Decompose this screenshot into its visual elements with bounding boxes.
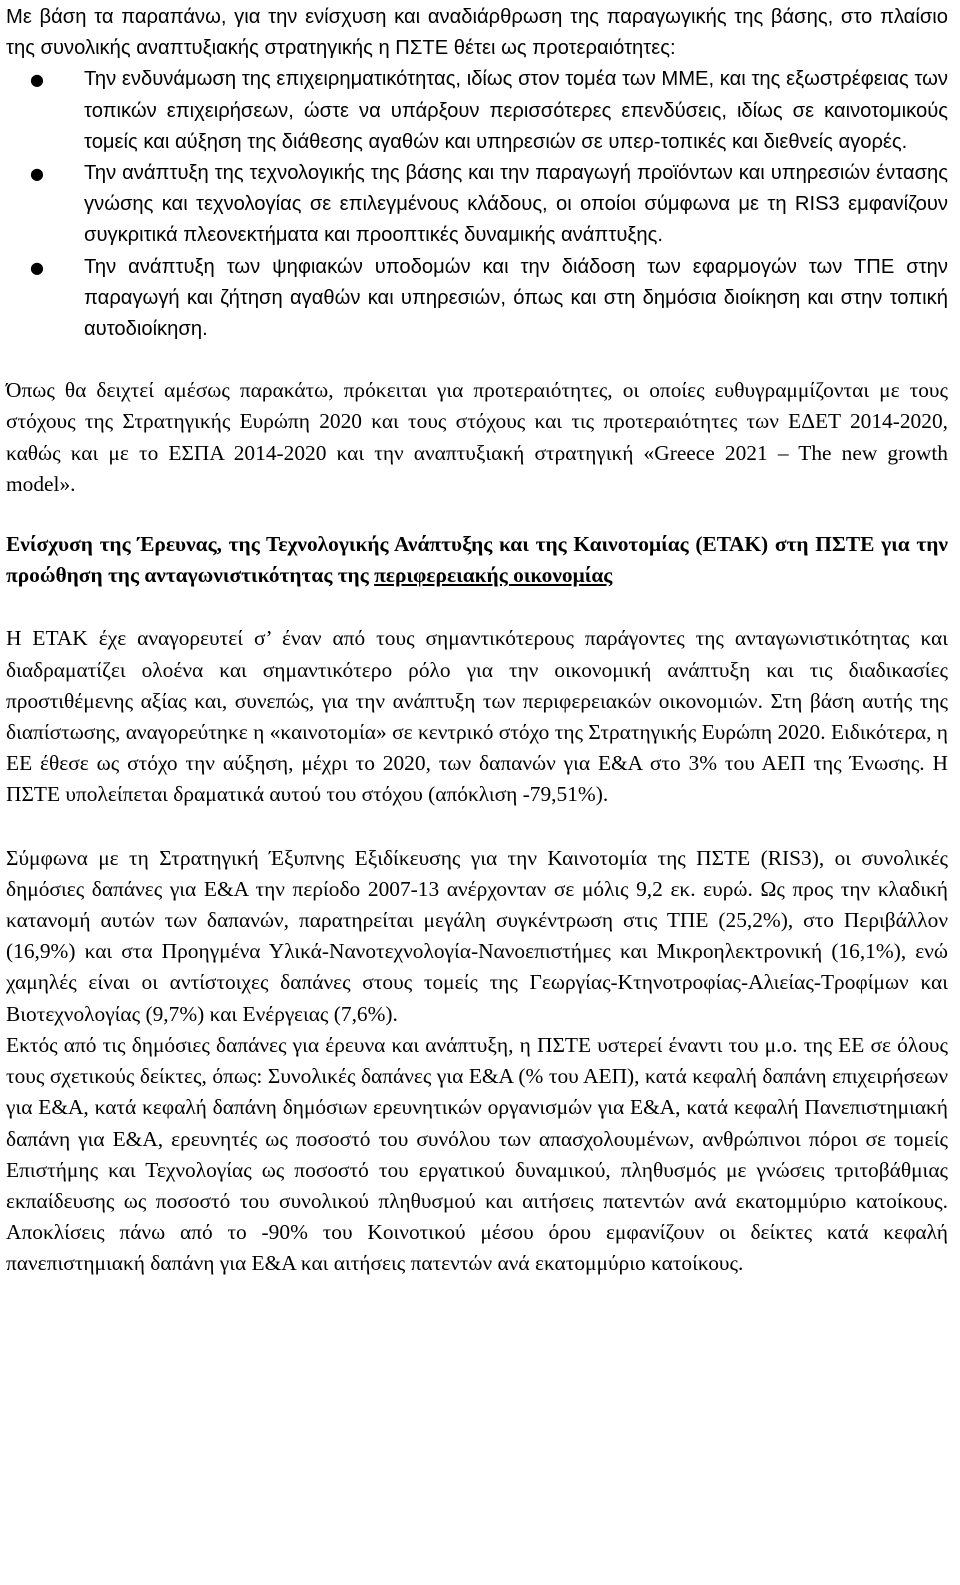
list-item	[6, 64, 948, 158]
priorities-list	[6, 64, 948, 345]
list-item	[6, 252, 948, 346]
list-item-text: Την ανάπτυξη των ψηφιακών υποδομών και την διάδοση των εφαρμογών των ΤΠΕ στην παραγωγή και ζήτηση αγαθών και υπηρεσιών, όπως και στη δημόσια διοίκηση και στην τοπική αυτοδιοίκηση.	[84, 255, 948, 341]
bullet-icon: ●	[30, 257, 44, 277]
document-page	[6, 2, 948, 1280]
alignment-paragraph: Όπως θα δειχτεί αμέσως παρακάτω, πρόκειται για προτεραιότητες, οι οποίες ευθυγραμμίζονται με τους στόχους της Στρατηγικής Ευρώπη 2020 και τους στόχους και τις προτεραιότητες των ΕΔΕΤ 2014-2020, καθώς και με το ΕΣΠΑ 2014-2020 και την αναπτυξιακή στρατηγική «Greece 2021 – The new growth model».	[6, 378, 948, 496]
bullet-icon: ●	[30, 70, 44, 90]
list-item	[6, 158, 948, 252]
etak-paragraph: Η ΕΤΑΚ έχε αναγορευτεί σ’ έναν από τους σημαντικότερους παράγοντες της ανταγωνιστικότητας και διαδραματίζει ολοένα και σημαντικότερο ρόλο για την οικονομική ανάπτυξη και τις διαδικασίες προστιθέμενης αξίας και, συνεπώς, για την ανάπτυξη των περιφερειακών οικονομιών. Στη βάση αυτής της διαπίστωσης, αναγορεύτηκε η «καινοτομία» σε κεντρικό στόχο της Στρατηγικής Ευρώπη 2020. Ειδικότερα, η ΕΕ έθεσε ως στόχο την αύξηση, μέχρι το 2020, των δαπανών για Ε&Α στο 3% του ΑΕΠ της Ένωσης. Η ΠΣΤΕ υπολείπεται δραματικά αυτού του στόχου (απόκλιση -79,51%).	[6, 626, 948, 807]
section-heading-underlined: περιφερειακής οικονομίας	[374, 563, 613, 588]
section-heading	[6, 529, 948, 591]
ris3-paragraph: Σύμφωνα με τη Στρατηγική Έξυπνης Εξιδίκευσης για την Καινοτομία της ΠΣΤΕ (RIS3), οι συνολικές δημόσιες δαπάνες για Ε&Α την περίοδο 2007-13 ανέρχονταν σε μόλις 9,2 εκ. ευρώ. Ως προς την κλαδική κατανομή αυτών των δαπανών, παρατηρείται μεγάλη συγκέντρωση στις ΤΠΕ (25,2%), στο Περιβάλλον (16,9%) και στα Προηγμένα Υλικά-Νανοτεχνολογία-Νανοεπιστήμες και Μικροηλεκτρονική (16,1%), ενώ χαμηλές είναι οι αντίστοιχες δαπάνες στους τομείς της Γεωργίας-Κτηνοτροφίας-Αλιείας-Τροφίμων και Βιοτεχνολογίας (9,7%) και Ενέργειας (7,6%).	[6, 845, 948, 1026]
intro-paragraph: Με βάση τα παραπάνω, για την ενίσχυση και αναδιάρθρωση της παραγωγικής της βάσης, στο πλαίσιο της συνολικής αναπτυξιακής στρατηγικής η ΠΣΤΕ θέτει ως προτεραιότητες:	[6, 6, 948, 60]
public-spending-paragraph: Εκτός από τις δημόσιες δαπάνες για έρευνα και ανάπτυξη, η ΠΣΤΕ υστερεί έναντι του μ.ο. της ΕΕ σε όλους τους σχετικούς δείκτες, όπως: Συνολικές δαπάνες για Ε&Α (% του ΑΕΠ), κατά κεφαλή δαπάνη επιχειρήσεων για Ε&Α, κατά κεφαλή δαπάνη δημόσιων ερευνητικών οργανισμών για Ε&Α, κατά κεφαλή Πανεπιστημιακή δαπάνη για Ε&Α, ερευνητές ως ποσοστό του συνόλου των απασχολουμένων, ανθρώπινοι πόροι σε τομείς Επιστήμης και Τεχνολογίας ως ποσοστό του εργατικού δυναμικού, πληθυσμός με γνώσεις τριτοβάθμιας εκπαίδευσης ως ποσοστό του συνολικού πληθυσμού και αιτήσεις πατεντών ανά εκατομμύριο κατοίκους. Αποκλίσεις πάνω από το -90% του Κοινοτικού μέσου όρου εμφανίζουν οι δείκτες κατά κεφαλή πανεπιστημιακή δαπάνη για Ε&Α και αιτήσεις πατεντών ανά εκατομμύριο κατοίκους.	[6, 1032, 948, 1276]
section-heading-main: Ενίσχυση της Έρευνας, της Τεχνολογικής Ανάπτυξης και της Καινοτομίας (ΕΤΑΚ) στη ΠΣΤΕ για την προώθηση της ανταγωνιστικότητας της	[6, 532, 948, 588]
list-item-text: Την ενδυνάμωση της επιχειρηματικότητας, ιδίως στον τομέα των ΜΜΕ, και της εξωστρέφειας των τοπικών επιχειρήσεων, ώστε να υπάρξουν περισσότερες επενδύσεις, ιδίως σε καινοτομικούς τομείς και αύξηση της διάθεσης αγαθών και υπηρεσιών σε υπερ-τοπικές και διεθνείς αγορές.	[84, 68, 948, 153]
list-item-text: Την ανάπτυξη της τεχνολογικής της βάσης και την παραγωγή προϊόντων και υπηρεσιών έντασης γνώσης και τεχνολογίας σε επιλεγμένους κλάδους, οι οποίοι σύμφωνα με τη RIS3 εμφανίζουν συγκριτικά πλεονεκτήματα και προοπτικές δυναμικής ανάπτυξης.	[84, 162, 948, 247]
bullet-icon: ●	[30, 164, 44, 184]
